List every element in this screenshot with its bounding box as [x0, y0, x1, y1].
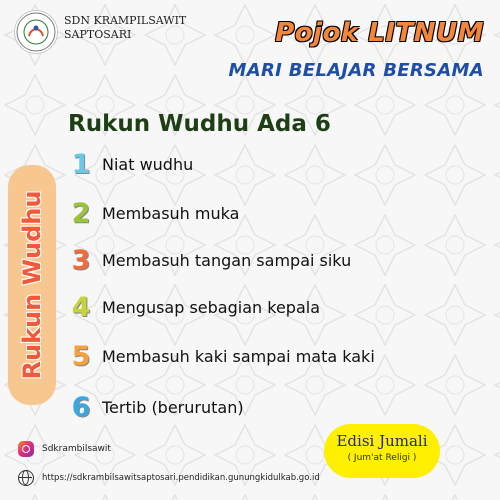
side-badge	[8, 165, 56, 405]
edition-title: Edisi Jumali	[336, 432, 428, 450]
step-number: 1	[71, 148, 91, 180]
list-item	[68, 391, 244, 423]
instagram-handle: Sdkrambilsawit	[42, 444, 111, 454]
school-logo-icon	[15, 11, 57, 53]
step-number: 4	[71, 291, 91, 323]
step-text: Mengusap sebagian kepala	[102, 297, 320, 317]
school-name	[64, 14, 186, 42]
website-link[interactable]	[18, 470, 320, 486]
brand-title-text: Pojok LITNUM	[275, 18, 484, 48]
edition-badge	[324, 424, 440, 478]
instagram-link[interactable]	[18, 441, 111, 457]
step-text: Tertib (berurutan)	[102, 397, 244, 417]
step-text: Membasuh kaki sampai mata kaki	[102, 346, 375, 366]
school-name-line1: SDN KRAMPILSAWIT	[64, 14, 187, 27]
step-text: Niat wudhu	[102, 154, 194, 174]
step-number: 5	[71, 340, 91, 372]
side-badge-label: Rukun Wudhu	[18, 190, 46, 380]
website-url: https://sdkrambilsawitsaptosari.pendidikan.gunungkidulkab.go.id	[42, 473, 320, 483]
list-item	[68, 244, 351, 276]
list-item	[68, 148, 193, 180]
step-number: 6	[71, 391, 91, 423]
page-title: Rukun Wudhu Ada 6	[68, 111, 331, 137]
list-item	[68, 291, 320, 323]
step-text: Membasuh tangan sampai siku	[102, 250, 352, 270]
school-logo	[14, 10, 58, 54]
list-item	[68, 197, 239, 229]
list-item	[68, 340, 375, 372]
edition-subtitle: ( Jum'at Religi )	[347, 453, 417, 463]
school-name-line2: SAPTOSARI	[64, 28, 132, 41]
step-text: Membasuh muka	[102, 203, 240, 223]
instagram-icon	[18, 441, 34, 457]
page-subtitle: MARI BELAJAR BERSAMA	[228, 60, 484, 81]
globe-icon	[18, 470, 34, 486]
step-number: 3	[71, 244, 91, 276]
brand-title	[275, 18, 484, 48]
step-number: 2	[71, 197, 91, 229]
